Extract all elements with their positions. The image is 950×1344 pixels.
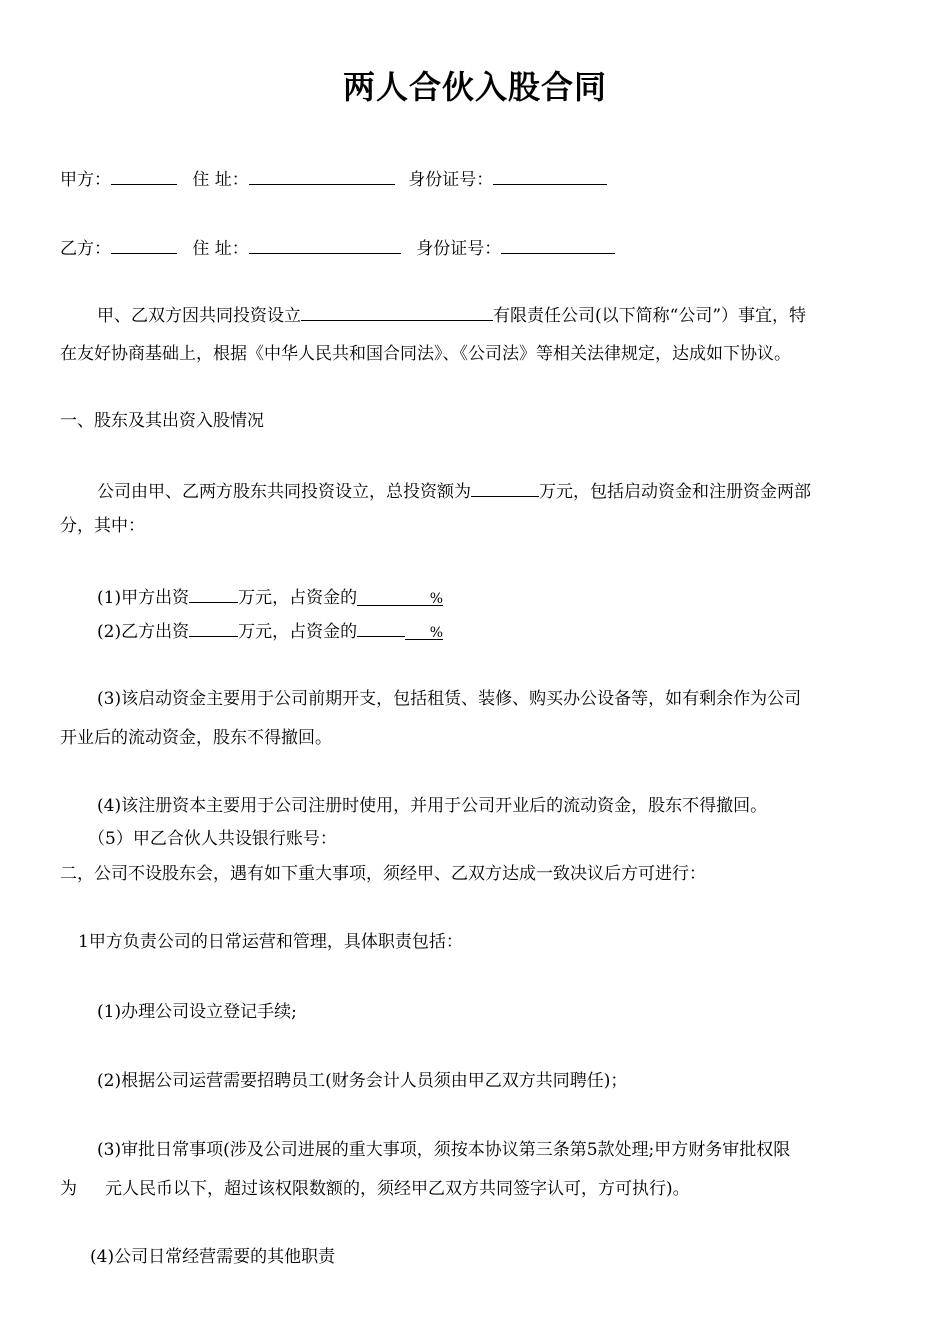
party-b-address-label: 住 址： [192, 239, 249, 259]
intro-text-1: 甲、乙双方因共同投资设立 [97, 306, 301, 326]
section-2-item-3-text-a: 为 [60, 1179, 77, 1199]
section-2-heading: 二，公司不设股东会，遇有如下重大事项，须经甲、乙双方达成一致决议后方可进行： [60, 864, 706, 884]
party-a-name-field[interactable] [111, 166, 177, 185]
section-1-item-4: (4)该注册资本主要用于公司注册时使用，并用于公司开业后的流动资金，股东不得撤回。 [97, 796, 768, 816]
party-a-address-label: 住 址： [192, 170, 249, 190]
party-b-share-field-a[interactable] [357, 618, 405, 637]
percent-sign: % [429, 625, 444, 641]
section-1-item-3-line-2: 开业后的流动资金，股东不得撤回。 [60, 728, 332, 748]
party-a-address-field[interactable] [249, 166, 395, 185]
party-b-row [60, 235, 615, 261]
section-2-item-3-text-b: 元人民币以下，超过该权限数额的，须经甲乙双方共同签字认可，方可执行)。 [105, 1179, 690, 1199]
intro-text-2: 有限责任公司(以下简称“公司”）事宜，特 [493, 306, 807, 326]
party-a-share-label: 万元，占资金的 [238, 588, 358, 608]
section-2-sub-1: 1甲方负责公司的日常运营和管理，具体职责包括： [78, 932, 463, 952]
section-2-item-1: (1)办理公司设立登记手续; [97, 1002, 297, 1022]
party-b-id-label: 身份证号： [416, 239, 502, 259]
section-1-heading: 一、股东及其出资入股情况 [60, 411, 264, 431]
company-name-field-a[interactable] [301, 302, 347, 321]
page-title: 两人合伙入股合同 [342, 68, 607, 106]
section-2-item-3-line-1: (3)审批日常事项(涉及公司进展的重大事项，须按本协议第三条第5款处理;甲方财务审批权限 [97, 1140, 791, 1160]
party-a-id-label: 身份证号： [408, 170, 494, 190]
party-b-share-label: 万元，占资金的 [238, 622, 358, 642]
intro-line-2: 在友好协商基础上，根据《中华人民共和国合同法》、《公司法》等相关法律规定，达成如下协议。 [60, 344, 791, 364]
party-b-share-field-b[interactable] [405, 621, 443, 640]
total-investment-field[interactable] [471, 478, 539, 497]
party-b-address-field[interactable] [249, 235, 401, 254]
section-1-para-text-1: 公司由甲、乙两方股东共同投资设立，总投资额为 [97, 482, 471, 502]
section-1-para-line-1 [97, 478, 811, 504]
section-1-item-3-line-1: (3)该启动资金主要用于公司前期开支，包括租赁、装修、购买办公设备等，如有剩余作为公司 [97, 689, 802, 709]
party-b-label: 乙方： [60, 239, 111, 259]
party-b-capital-field[interactable] [189, 618, 238, 637]
party-a-id-field[interactable] [493, 166, 607, 185]
party-a-capital-label: (1)甲方出资 [97, 588, 190, 608]
party-b-capital-row [97, 618, 443, 644]
section-2-item-4: (4)公司日常经营需要的其他职责 [90, 1247, 336, 1267]
party-a-row [60, 166, 607, 192]
party-a-capital-field[interactable] [189, 584, 238, 603]
party-a-label: 甲方： [60, 170, 111, 190]
section-1-para-text-2: 万元，包括启动资金和注册资金两部 [539, 482, 811, 502]
party-a-capital-row [97, 584, 443, 610]
section-2-item-2: (2)根据公司运营需要招聘员工(财务会计人员须由甲乙双方共同聘任)； [97, 1071, 628, 1091]
section-1-item-5: （5）甲乙合伙人共设银行账号： [88, 829, 337, 849]
company-name-field-b[interactable] [347, 302, 493, 321]
intro-line-1 [97, 302, 806, 328]
party-b-id-field[interactable] [501, 235, 615, 254]
party-b-name-field[interactable] [111, 235, 177, 254]
party-a-share-field[interactable] [357, 587, 443, 606]
section-1-para-line-2: 分，其中： [60, 516, 145, 536]
party-b-capital-label: (2)乙方出资 [97, 622, 190, 642]
percent-sign: % [429, 591, 444, 607]
section-2-item-3-line-2 [60, 1177, 690, 1201]
